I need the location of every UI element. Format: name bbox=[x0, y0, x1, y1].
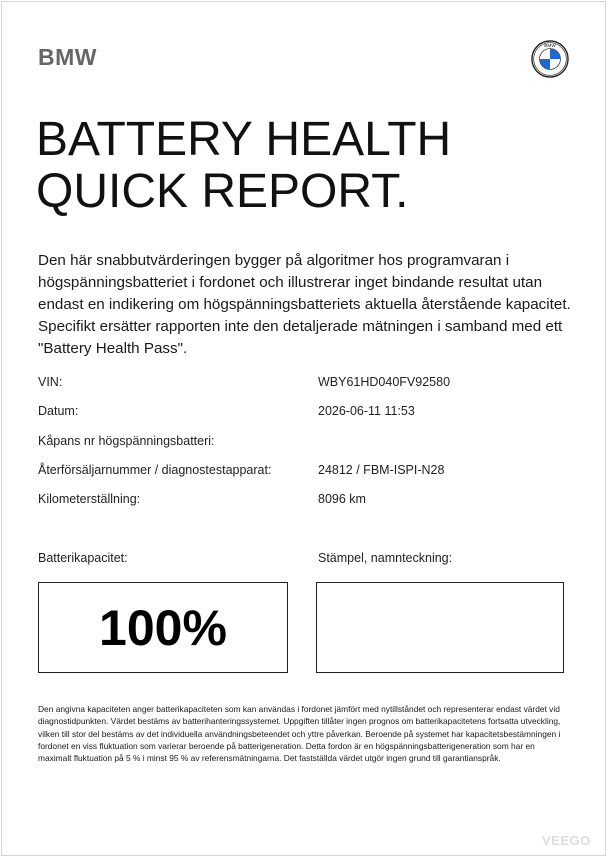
bmw-roundel-icon bbox=[531, 40, 569, 78]
title-line-1: BATTERY HEALTH bbox=[36, 113, 452, 166]
title-line-2: QUICK REPORT. bbox=[36, 165, 409, 218]
vin-value: WBY61HD040FV92580 bbox=[318, 375, 451, 389]
date-value: 2026-06-11 11:53 bbox=[318, 404, 415, 418]
capacity-box bbox=[38, 582, 288, 673]
capacity-value: 100% bbox=[99, 599, 227, 656]
mileage-label: Kilometerställning: bbox=[38, 492, 141, 506]
stamp-label: Stämpel, namnteckning: bbox=[318, 551, 453, 565]
intro-paragraph: Den här snabbutvärderingen bygger på algoritmer hos programvaran i högspänningsbatteriet i fordonet och illustrerar inget bindande resultat utan endast en indikering om högspänningsbatteriets aktuella återstående kapacitet. Specifikt ersätter rapporten inte den detaljerade mätningen i samband med ett "Battery Health Pass". bbox=[38, 252, 571, 357]
report-title bbox=[36, 114, 451, 218]
capacity-label: Batterikapacitet: bbox=[38, 551, 128, 565]
mileage-value: 8096 km bbox=[318, 492, 366, 506]
brand-wordmark: BMW bbox=[38, 44, 97, 70]
dealer-number-value: 24812 / FBM-ISPI-N28 bbox=[318, 463, 445, 477]
disclaimer-text: Den angivna kapaciteten anger batterikapaciteten som kan användas i fordonet jämfört med nytillståndet och representerar endast värdet vid diagnostidpunkten. Värdet bestäms av batterihanteringssystemet. Uppgiften tillåter ingen prognos om batterikapacitetens fortsatta utveckling, vilken till stor del bestäms av det individuella användningsbeteendet och yttre påverkan. Beroende på systemet har kapacitetsbestämningen i fordonet en viss fluktuation som varierar beroende på batterigeneration. Detta fordon är en högspänningsbatterigeneration som har en maximalt fluktuation på 5 % i minst 95 % av referensmätningarna. Det fastställda värdet utgör ingen grund till garantianspråk. bbox=[38, 704, 561, 764]
battery-cover-number-label: Kåpans nr högspänningsbatteri: bbox=[38, 434, 215, 448]
date-label: Datum: bbox=[38, 404, 79, 418]
dealer-number-label: Återförsäljarnummer / diagnostestapparat: bbox=[38, 463, 272, 477]
watermark: VEEGO bbox=[542, 833, 591, 848]
vin-label: VIN: bbox=[38, 375, 63, 389]
stamp-signature-box bbox=[316, 582, 564, 673]
roundel-lettering: BMW bbox=[544, 44, 556, 50]
